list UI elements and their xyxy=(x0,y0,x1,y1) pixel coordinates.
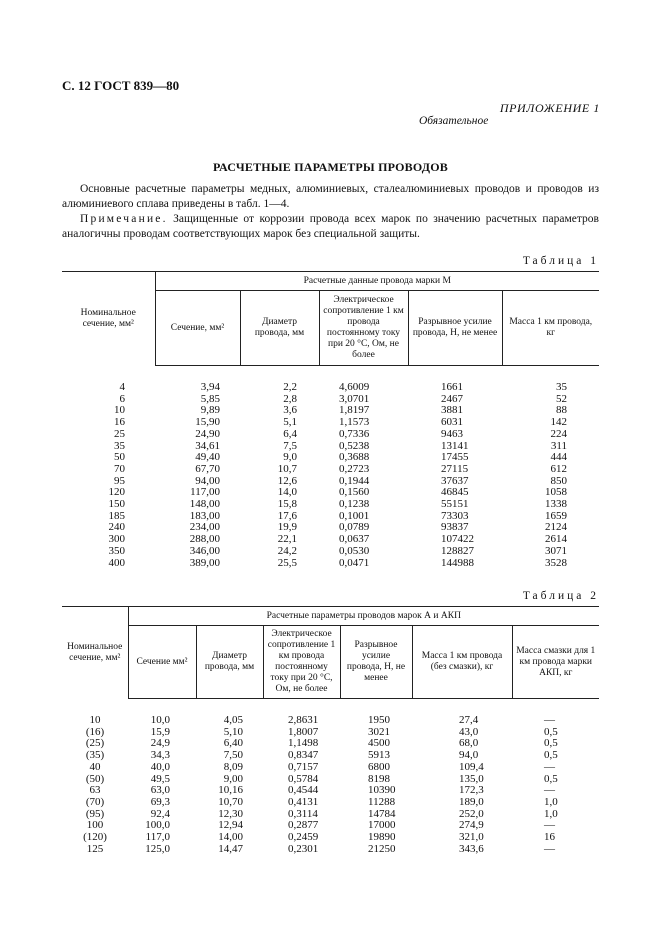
table2-cell: 1950 xyxy=(368,714,390,726)
table1-cell: 1659 xyxy=(545,509,568,522)
table1-cell: 9,89 xyxy=(200,404,220,417)
table1-cell: 2,8 xyxy=(283,392,297,405)
table2-cell: 3021 xyxy=(368,725,390,738)
table2-cell: 189,0 xyxy=(459,795,484,808)
table2-cell: 0,5 xyxy=(544,725,558,738)
table2-cell: 1,8007 xyxy=(288,725,319,738)
table1-cell: 17,6 xyxy=(277,509,297,522)
table2-cell: 0,2877 xyxy=(288,819,319,832)
table2-row xyxy=(62,762,599,774)
table2-cell: 14,00 xyxy=(218,831,243,844)
table1-cell: 95 xyxy=(114,474,125,487)
table1-cell: 6 xyxy=(119,392,125,405)
table2-cell: 2,8631 xyxy=(288,714,319,726)
table2-header-grease-mass: Масса смазки для 1 км провода марки АКП, кг xyxy=(512,626,599,699)
table2-cell: 17000 xyxy=(368,819,396,832)
table1-cell: 17455 xyxy=(441,451,469,464)
table1-cell: 50 xyxy=(114,451,125,464)
intro-paragraph: Основные расчетные параметры медных, алюминиевых, сталеалюминиевых проводов и проводов из алюминиевого сплава приведены в табл. 1—4. xyxy=(62,183,599,210)
table2-cell: 63 xyxy=(89,784,101,797)
table2-cell: 10390 xyxy=(368,784,396,797)
table2-cell: 125,0 xyxy=(145,842,170,855)
document-title: РАСЧЕТНЫЕ ПАРАМЕТРЫ ПРОВОДОВ xyxy=(213,160,448,174)
table1-cell: 70 xyxy=(114,462,125,475)
table1-cell: 2467 xyxy=(441,392,463,405)
table1-cell: 46845 xyxy=(441,486,469,499)
table2-cell: 10,0 xyxy=(150,714,170,726)
table1-row xyxy=(62,417,599,429)
table1-cell: 1,8197 xyxy=(339,404,370,417)
table1-cell: 14,0 xyxy=(277,486,297,499)
table2-cell: 1,1498 xyxy=(288,737,319,750)
table2-cell: 14,47 xyxy=(218,842,243,855)
table2-cell: 0,2301 xyxy=(288,842,319,855)
table2-header-section: Сечение мм² xyxy=(128,626,196,699)
table1-cell: 6,4 xyxy=(283,427,297,440)
table1-cell: 3528 xyxy=(545,556,568,569)
table1-cell: 12,6 xyxy=(277,474,297,487)
table1-header-group: Расчетные данные провода марки М xyxy=(155,272,599,291)
table2-row xyxy=(62,832,599,844)
table2-cell: 63,0 xyxy=(150,784,170,797)
table2-cell: 27,4 xyxy=(459,714,479,726)
table1-cell: 0,0471 xyxy=(339,556,370,569)
table2-cell: 16 xyxy=(544,831,555,844)
table1-cell: 16 xyxy=(114,416,125,429)
table1-cell: 55151 xyxy=(441,498,469,511)
table2-cell: 10,70 xyxy=(218,795,243,808)
table1-cell: 144988 xyxy=(441,556,474,569)
table2-cell: 125 xyxy=(86,842,104,855)
table2-cell: 8198 xyxy=(368,772,390,785)
table2-header-nominal: Номинальное сечение, мм² xyxy=(62,607,128,699)
table1-row xyxy=(62,382,599,394)
table1-row xyxy=(62,452,599,464)
table2-cell: 19890 xyxy=(368,831,396,844)
table1-cell: 35 xyxy=(114,439,125,452)
table1-cell: 0,2723 xyxy=(339,462,370,475)
table1-cell: 0,0637 xyxy=(339,533,370,546)
appendix-status: Обязательное xyxy=(419,115,489,127)
table1 xyxy=(62,271,599,569)
table1-cell: 88 xyxy=(556,404,568,417)
table1-cell: 4,6009 xyxy=(339,381,370,393)
table1-header-resistance: Электрическое сопротивление 1 км провода постоянному току при 20 °С, Ом, не более xyxy=(319,291,408,366)
table2-cell: 8,09 xyxy=(223,760,243,773)
table2-header-diameter: Диаметр провода, мм xyxy=(196,626,263,699)
table2-cell: 0,3114 xyxy=(288,807,318,820)
table1-row xyxy=(62,511,599,523)
table1-cell: 19,9 xyxy=(277,521,297,534)
table2-cell: 11288 xyxy=(368,795,396,808)
table2-cell: 343,6 xyxy=(459,842,484,855)
table2-row xyxy=(62,844,599,856)
table1-cell: 311 xyxy=(550,439,568,452)
table1-cell: 73303 xyxy=(441,509,469,522)
table1-cell: 850 xyxy=(550,474,568,487)
table2-cell: 1,0 xyxy=(544,807,558,820)
table2-cell: (35) xyxy=(85,749,105,762)
table1-cell: 142 xyxy=(550,416,568,429)
table2-cell: (95) xyxy=(85,807,105,820)
table2-row xyxy=(62,738,599,750)
table1-cell: 128827 xyxy=(441,544,474,557)
table2-cell: (70) xyxy=(85,795,105,808)
table2-cell: (25) xyxy=(85,737,105,750)
note-paragraph xyxy=(62,212,599,242)
table2-cell: 6800 xyxy=(368,760,390,773)
table1-cell: 2124 xyxy=(545,521,568,534)
table1-cell: 2,2 xyxy=(283,381,297,393)
table1-cell: 35 xyxy=(556,381,568,393)
table2-cell: 94,0 xyxy=(459,749,479,762)
table1-cell: 346,00 xyxy=(189,544,220,557)
table1-cell: 0,7336 xyxy=(339,427,370,440)
table1-row xyxy=(62,394,599,406)
table1-row xyxy=(62,429,599,441)
table1-cell: 224 xyxy=(550,427,568,440)
table2-cell: 274,9 xyxy=(459,819,484,832)
table1-cell: 34,61 xyxy=(195,439,220,452)
table2-cell: 69,3 xyxy=(150,795,170,808)
table2-cell: — xyxy=(544,714,555,726)
table2-cell: 117,0 xyxy=(145,831,170,844)
table1-cell: 0,1560 xyxy=(339,486,370,499)
table1-cell: 148,00 xyxy=(189,498,220,511)
table2-cell: (16) xyxy=(85,725,105,738)
table2-cell: 252,0 xyxy=(459,807,484,820)
table1-cell: 0,1944 xyxy=(339,474,370,487)
table2-cell: (50) xyxy=(85,772,105,785)
table2-header-breaking-force: Разрывное усилие провода, Н, не менее xyxy=(340,626,412,699)
table1-cell: 234,00 xyxy=(189,521,220,534)
table2 xyxy=(62,606,599,855)
table2-cell: 12,30 xyxy=(218,807,243,820)
table1-cell: 24,90 xyxy=(195,427,220,440)
table1-row xyxy=(62,558,599,570)
table1-cell: 117,00 xyxy=(190,486,220,499)
table1-cell: 15,90 xyxy=(195,416,220,429)
table2-row xyxy=(62,820,599,832)
table2-cell: 0,5 xyxy=(544,749,558,762)
table2-caption: Таблица 2 xyxy=(522,590,599,602)
table1-cell: 52 xyxy=(556,392,568,405)
table2-cell: 4,05 xyxy=(223,714,243,726)
table1-cell: 3,6 xyxy=(283,404,297,417)
table1-cell: 1058 xyxy=(545,486,568,499)
table1-cell: 1,1573 xyxy=(339,416,370,429)
table2-cell: 0,7157 xyxy=(288,760,319,773)
table2-cell: 109,4 xyxy=(459,760,484,773)
table1-cell: 300 xyxy=(108,533,125,546)
table1-cell: 288,00 xyxy=(189,533,220,546)
table1-cell: 1661 xyxy=(441,381,463,393)
table1-cell: 5,1 xyxy=(283,416,297,429)
table1-cell: 444 xyxy=(550,451,568,464)
table1-cell: 389,00 xyxy=(189,556,220,569)
table2-cell: 0,4544 xyxy=(288,784,319,797)
note-text: Защищенные от коррозии провода всех марок по значению расчетных параметров аналогичны проводам соответствующих марок без специальной защиты. xyxy=(62,213,599,240)
table2-header-group: Расчетные параметры проводов марок А и АКП xyxy=(128,607,599,626)
table2-cell: 5913 xyxy=(368,749,390,762)
table2-cell: 321,0 xyxy=(459,831,484,844)
table1-cell: 120 xyxy=(108,486,125,499)
table1-cell: 350 xyxy=(108,544,125,557)
table2-cell: 0,2459 xyxy=(288,831,319,844)
table1-row xyxy=(62,464,599,476)
table1-cell: 7,5 xyxy=(283,439,297,452)
table1-row xyxy=(62,534,599,546)
table2-cell: 0,8347 xyxy=(288,749,319,762)
table2-row xyxy=(62,785,599,797)
table2-cell: 15,9 xyxy=(150,725,170,738)
table1-cell: 9,0 xyxy=(283,451,297,464)
table2-cell: — xyxy=(544,842,555,855)
table2-cell: 100 xyxy=(86,819,104,832)
table1-cell: 0,5238 xyxy=(339,439,370,452)
table1-cell: 6031 xyxy=(441,416,463,429)
table2-cell: 14784 xyxy=(368,807,396,820)
table1-cell: 13141 xyxy=(441,439,469,452)
table2-row xyxy=(62,797,599,809)
table2-cell: 10,16 xyxy=(218,784,243,797)
table1-cell: 5,85 xyxy=(200,392,220,405)
table1-cell: 93837 xyxy=(441,521,469,534)
table2-cell: 7,50 xyxy=(223,749,243,762)
table2-cell: — xyxy=(544,784,555,797)
table1-row xyxy=(62,487,599,499)
table1-cell: 107422 xyxy=(441,533,474,546)
table2-header-resistance: Электрическое сопротивление 1 км провода постоянному току при 20 °С, Ом, не более xyxy=(263,626,340,699)
table2-cell: 40,0 xyxy=(150,760,170,773)
table2-cell: 49,5 xyxy=(150,772,170,785)
table2-cell: 21250 xyxy=(368,842,396,855)
table1-cell: 0,0530 xyxy=(339,544,370,557)
table2-cell: 10 xyxy=(89,714,101,726)
table1-header-breaking-force: Разрывное усилие провода, Н, не менее xyxy=(408,291,502,366)
table1-row xyxy=(62,476,599,488)
table1-header-nominal: Номинальное сечение, мм² xyxy=(62,272,155,366)
table2-row xyxy=(62,715,599,727)
table2-cell: 100,0 xyxy=(145,819,170,832)
table1-cell: 0,1238 xyxy=(339,498,370,511)
table2-cell: 24,9 xyxy=(150,737,170,750)
table1-cell: 183,00 xyxy=(189,509,220,522)
table1-cell: 15,8 xyxy=(277,498,297,511)
table1-caption: Таблица 1 xyxy=(522,255,599,267)
table2-cell: 0,5 xyxy=(544,737,558,750)
table2-header-mass: Масса 1 км провода (без смазки), кг xyxy=(412,626,512,699)
table1-cell: 37637 xyxy=(441,474,469,487)
table1-cell: 94,00 xyxy=(195,474,220,487)
table1-cell: 0,0789 xyxy=(339,521,370,534)
table1-row xyxy=(62,441,599,453)
table2-row xyxy=(62,774,599,786)
table1-cell: 25,5 xyxy=(277,556,297,569)
table1-cell: 3,94 xyxy=(200,381,220,393)
table2-cell: 0,5784 xyxy=(288,772,319,785)
appendix-label: ПРИЛОЖЕНИЕ 1 xyxy=(499,101,600,115)
table1-header-mass: Масса 1 км провода, кг xyxy=(502,291,599,366)
page-header: С. 12 ГОСТ 839—80 xyxy=(62,78,180,93)
table2-cell: 4500 xyxy=(368,737,390,750)
table1-cell: 4 xyxy=(119,381,125,393)
table2-cell: 1,0 xyxy=(544,795,558,808)
table1-cell: 185 xyxy=(108,509,125,522)
table2-cell: 92,4 xyxy=(150,807,170,820)
table2-cell: 5,10 xyxy=(223,725,243,738)
table2-cell: 34,3 xyxy=(150,749,170,762)
table1-cell: 2614 xyxy=(545,533,568,546)
table1-row xyxy=(62,499,599,511)
table1-row xyxy=(62,405,599,417)
table1-cell: 24,2 xyxy=(277,544,297,557)
table1-cell: 612 xyxy=(550,462,568,475)
table1-cell: 10,7 xyxy=(277,462,297,475)
table1-cell: 3071 xyxy=(545,544,568,557)
table2-cell: 40 xyxy=(89,760,101,773)
table2-cell: 172,3 xyxy=(459,784,484,797)
table1-cell: 25 xyxy=(114,427,125,440)
table2-cell: 68,0 xyxy=(459,737,479,750)
table1-header-diameter: Диаметр провода, мм xyxy=(240,291,319,366)
table2-cell: 9,00 xyxy=(223,772,243,785)
table1-cell: 22,1 xyxy=(277,533,297,546)
table1-cell: 400 xyxy=(108,556,125,569)
table2-row xyxy=(62,750,599,762)
table1-row xyxy=(62,522,599,534)
table1-cell: 9463 xyxy=(441,427,463,440)
table2-cell: 12,94 xyxy=(218,819,243,832)
note-label: Примечание. xyxy=(80,213,168,225)
table2-cell: 43,0 xyxy=(459,725,479,738)
table2-row xyxy=(62,809,599,821)
table2-row xyxy=(62,727,599,739)
table1-cell: 67,70 xyxy=(195,462,220,475)
table1-cell: 27115 xyxy=(441,462,469,475)
table1-cell: 240 xyxy=(108,521,125,534)
table2-cell: 6,40 xyxy=(223,737,243,750)
table1-cell: 49,40 xyxy=(195,451,220,464)
table1-cell: 1338 xyxy=(545,498,568,511)
table2-cell: — xyxy=(544,760,555,773)
table2-cell: 135,0 xyxy=(459,772,484,785)
table1-cell: 150 xyxy=(108,498,125,511)
table1-cell: 3,0701 xyxy=(339,392,370,405)
table1-cell: 0,1001 xyxy=(339,509,370,522)
table1-cell: 3881 xyxy=(441,404,463,417)
table1-row xyxy=(62,546,599,558)
table1-cell: 0,3688 xyxy=(339,451,370,464)
table1-cell: 10 xyxy=(114,404,125,417)
table2-cell: 0,5 xyxy=(544,772,558,785)
table2-cell: (120) xyxy=(83,831,107,844)
table2-cell: — xyxy=(544,819,555,832)
table1-header-section: Сечение, мм² xyxy=(155,291,240,366)
table2-cell: 0,4131 xyxy=(288,795,319,808)
